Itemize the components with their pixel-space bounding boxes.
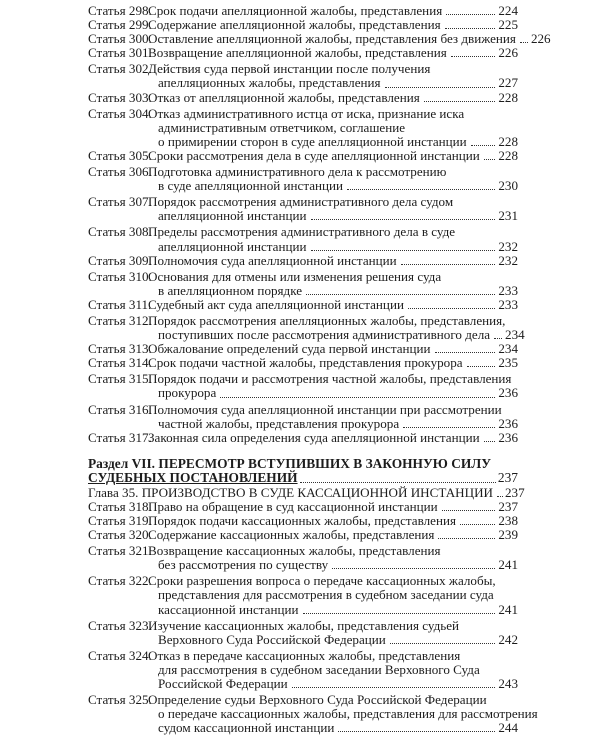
dot-leader [438,538,495,539]
page-number: 228 [498,147,518,163]
article-number: Статья 313. [88,341,152,357]
dot-leader [442,510,496,511]
article-title-line: Сроки разрешения вопроса о передаче кассационных жалобы, [148,573,496,589]
page-number: 236 [498,429,518,445]
dot-leader [311,250,496,251]
toc-entry [88,270,518,298]
toc-entry [88,91,518,105]
article-title-line: апелляционной инстанции [158,208,307,224]
article-number: Статья 320. [88,527,152,543]
article-title-line: Оставление апелляционной жалобы, представления без движения [148,31,516,47]
dot-leader [338,731,495,732]
toc-entry [88,31,551,47]
dot-leader [401,264,496,265]
dot-leader [445,28,496,29]
toc-entry [88,149,518,163]
dot-leader [484,441,496,442]
toc-entry [88,500,518,514]
toc-entry [88,165,518,193]
dot-leader [494,338,502,339]
page-number: 227 [498,75,518,91]
article-number: Статья 323. [88,617,152,633]
article-title-line: прокурора [158,385,217,401]
article-title-line: Возвращение апелляционной жалобы, представления [148,45,447,61]
article-number: Статья 312. [88,312,152,328]
toc-entry [88,195,518,223]
article-number: Статья 321. [88,543,152,559]
article-title-line: Содержание кассационных жалобы, представления [148,527,435,543]
dot-leader [484,159,496,160]
article-title-line: Полномочия суда апелляционной инстанции [148,252,397,268]
page-number: 237 [498,498,518,514]
article-title-line: административным ответчиком, соглашение [158,119,406,135]
article-number: Статья 299. [88,17,152,33]
page-number: 234 [505,327,525,343]
page-number: 239 [498,527,518,543]
page-number: 224 [498,3,518,18]
article-title-line: Действия суда первой инстанции после получения [148,61,431,77]
page-number: 242 [498,631,518,647]
toc-entry [88,574,518,616]
article-number: Статья 315. [88,371,152,387]
toc-entry [88,225,518,253]
article-title-line: для рассмотрения в судебном заседании Верховного Суда [158,661,480,677]
dot-leader [460,524,495,525]
toc-group-cassation [88,498,538,736]
toc-entry [88,4,518,18]
article-title-line: Отказ административного истца от иска, признание иска [148,105,465,121]
article-title-line: представления для рассмотрения в судебном заседании суда [158,587,494,603]
dot-leader [311,219,496,220]
article-title-line: Содержание апелляционной жалобы, представления [148,17,441,33]
chapter-label: Глава 35. [88,484,139,500]
toc-entry [88,312,525,343]
dot-leader [390,643,496,644]
page-number: 228 [498,89,518,105]
toc-entry [88,62,518,90]
page-number: 236 [498,385,518,401]
dot-leader [467,366,496,367]
page-number: 230 [498,178,518,194]
article-title-line: Отказ в передаче кассационных жалобы, представления [148,647,461,663]
page-number: 241 [498,601,518,617]
article-title-line: Порядок рассмотрения административного дела судом [148,194,454,210]
article-title-line: апелляционной инстанции [158,238,307,254]
article-title-line: без рассмотрения по существу [158,557,329,573]
dot-leader [408,308,495,309]
article-number: Статья 314. [88,355,152,371]
page-number: 233 [498,282,518,298]
dot-leader [471,145,496,146]
article-title-line: Право на обращение в суд кассационной инстанции [148,498,438,514]
toc-group-appeal [88,3,551,445]
chapter-heading [88,484,525,500]
page-number: 231 [498,208,518,224]
article-title-line: в апелляционном порядке [158,282,303,298]
page-number: 236 [498,415,518,431]
dot-leader [220,397,495,398]
article-number: Статья 298. [88,3,152,18]
dot-leader [403,427,495,428]
article-title-line: Подготовка административного дела к рассмотрению [148,164,447,180]
page-number: 244 [498,720,518,736]
article-number: Статья 324. [88,647,152,663]
section-label: Раздел VII. [88,455,156,471]
table-of-contents [88,3,551,736]
page-number: 233 [498,296,518,312]
toc-entry [88,356,518,370]
article-title-line: Судебный акт суда апелляционной инстанции [148,296,404,312]
article-number: Статья 322. [88,573,152,589]
article-number: Статья 302. [88,61,152,77]
article-title-line: частной жалобы, представления прокурора [158,415,400,431]
toc-entry [88,544,518,572]
article-title-line: о передаче кассационных жалобы, представления для рассмотрения [158,706,538,722]
article-title-line: апелляционных жалобы, представления [158,75,381,91]
article-title-line: судом кассационной инстанции [158,720,335,736]
page-number: 241 [498,557,518,573]
article-title-line: Порядок рассмотрения апелляционных жалобы, представления, [148,312,506,328]
article-title-line: Срок подачи частной жалобы, представления прокурора [148,355,463,371]
page-number: 228 [498,133,518,149]
article-number: Статья 316. [88,401,152,417]
toc-entry [88,342,518,356]
article-title-line: Сроки рассмотрения дела в суде апелляционной инстанции [148,147,480,163]
article-title-line: Отказ от апелляционной жалобы, представления [148,89,420,105]
article-number: Статья 309. [88,252,152,268]
dot-leader [347,189,495,190]
page-number: 226 [530,31,551,47]
dot-leader [300,482,496,483]
article-number: Статья 303. [88,89,152,105]
article-title-line: Законная сила определения суда апелляционной инстанции [148,429,480,445]
article-number: Статья 306. [88,164,152,180]
article-number: Статья 300. [88,31,152,47]
dot-leader [520,42,528,43]
article-title-line: Срок подачи апелляционной жалобы, представления [148,3,443,18]
toc-entry [88,46,518,60]
article-title-line: о примирении сторон в суде апелляционной инстанции [158,133,467,149]
article-number: Статья 325. [88,692,152,708]
article-number: Статья 301. [88,45,152,61]
toc-entry [88,528,518,542]
article-title-line: Определение судьи Верховного Суда Российской Федерации [148,692,487,708]
article-number: Статья 317. [88,429,152,445]
page-number: 234 [498,341,518,357]
chapter-page-number: 237 [504,484,525,500]
dot-leader [424,101,496,102]
article-title-line: поступивших после рассмотрения административного дела [158,327,491,343]
section-heading [88,457,518,486]
dot-leader [306,294,495,295]
section-page-number: 237 [497,470,518,486]
toc-entry [88,649,518,691]
section-title-line-2: СУДЕБНЫХ ПОСТАНОВЛЕНИЙ [88,470,298,486]
article-title-line: Полномочия суда апелляционной инстанции при рассмотрении [148,401,502,417]
page-number: 232 [498,238,518,254]
article-title-line: Основания для отмены или изменения решения суда [148,268,442,284]
dot-leader [385,87,496,88]
toc-entry [88,514,518,528]
article-title-line: Порядок подачи и рассмотрения частной жалобы, представления [148,371,512,387]
toc-entry [88,403,518,431]
chapter-title: ПРОИЗВОДСТВО В СУДЕ КАССАЦИОННОЙ ИНСТАНЦИИ [141,484,493,500]
article-number: Статья 308. [88,224,152,240]
article-number: Статья 310. [88,268,152,284]
article-title-line: Пределы рассмотрения административного дела в суде [148,224,456,240]
article-number: Статья 319. [88,513,152,528]
article-number: Статья 318. [88,498,152,514]
dot-leader [451,56,496,57]
page-number: 235 [498,355,518,371]
page-number: 232 [498,252,518,268]
toc-entry [88,372,518,400]
dot-leader [292,687,496,688]
article-number: Статья 311. [88,296,152,312]
toc-entry [88,692,538,736]
article-number: Статья 304. [88,105,152,121]
article-title-line: Обжалование определений суда первой инстанции [148,341,431,357]
article-title-line: Порядок подачи кассационных жалобы, представления [148,513,456,528]
article-title-line: в суде апелляционной инстанции [158,178,344,194]
article-title-line: Российской Федерации [158,676,288,692]
toc-entry [88,619,518,647]
toc-entry [88,107,518,149]
page-number: 225 [498,17,518,33]
dot-leader [435,352,496,353]
toc-entry [88,254,518,268]
article-title-line: Возвращение кассационных жалобы, представления [148,543,441,559]
article-title-line: кассационной инстанции [158,601,299,617]
dot-leader [332,568,495,569]
section-title-line-1: ПЕРЕСМОТР ВСТУПИВШИХ В ЗАКОННУЮ СИЛУ [158,455,492,471]
toc-entry [88,431,518,445]
dot-leader [303,613,496,614]
page-number: 238 [498,513,518,528]
dot-leader [497,496,503,497]
page-number: 226 [498,45,518,61]
toc-entry [88,18,518,32]
page-number: 243 [498,676,518,692]
article-number: Статья 305. [88,147,152,163]
toc-entry [88,298,518,312]
article-title-line: Изучение кассационных жалобы, представления судьей [148,617,460,633]
article-title-line: Верховного Суда Российской Федерации [158,631,386,647]
article-number: Статья 307. [88,194,152,210]
dot-leader [446,14,495,15]
